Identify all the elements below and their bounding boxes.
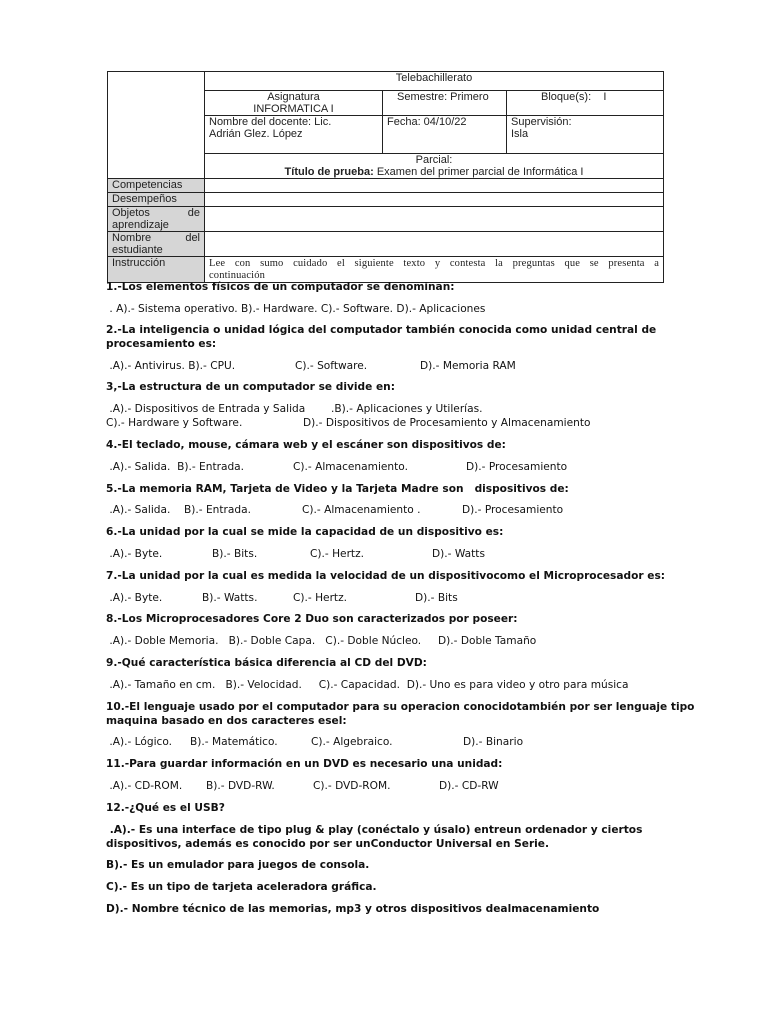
question-5: 5.-La memoria RAM, Tarjeta de Video y la Tarjeta Madre son dispositivos de: bbox=[106, 483, 569, 495]
parcial-label: Parcial: bbox=[415, 154, 453, 166]
question-11-option-c: C).- DVD-ROM. bbox=[313, 780, 391, 792]
instruccion-value bbox=[205, 257, 664, 283]
supervision-value: Isla bbox=[511, 128, 529, 140]
titulo-label: Título de prueba: bbox=[284, 166, 374, 178]
question-11-option-b: B).- DVD-RW. bbox=[206, 780, 275, 792]
question-10-option-a: .A).- Lógico. bbox=[106, 736, 173, 748]
desempenos-value bbox=[205, 193, 664, 207]
bloque-value: I bbox=[603, 91, 607, 103]
question-5-option-a: .A).- Salida. bbox=[106, 504, 171, 516]
question-5-option-c: C).- Almacenamiento . bbox=[302, 504, 421, 516]
question-10-option-c: C).- Algebraico. bbox=[311, 736, 393, 748]
question-12: 12.-¿Qué es el USB? bbox=[106, 802, 225, 814]
question-2-line-1: 2.-La inteligencia o unidad lógica del computador también conocida como unidad central de bbox=[106, 324, 657, 336]
instruccion-text-line-2: continuación bbox=[209, 270, 266, 281]
semestre-text: Semestre: Primero bbox=[397, 91, 489, 103]
titulo-line bbox=[209, 166, 659, 178]
question-4-option-ab: .A).- Salida. B).- Entrada. bbox=[106, 461, 245, 473]
question-12-option-c: C).- Es un tipo de tarjeta aceleradora gráfica. bbox=[106, 881, 377, 893]
question-5-option-d: D).- Procesamiento bbox=[462, 504, 564, 516]
fecha-text: Fecha: 04/10/22 bbox=[387, 116, 467, 128]
question-4-option-d: D).- Procesamiento bbox=[466, 461, 568, 473]
question-1-options: . A).- Sistema operativo. B).- Hardware. C).- Software. D).- Aplicaciones bbox=[106, 303, 486, 315]
question-6-option-c: C).- Hertz. bbox=[310, 548, 365, 560]
row-label-instruccion: Instrucción bbox=[108, 257, 205, 283]
question-4: 4.-El teclado, mouse, cámara web y el escáner son dispositivos de: bbox=[106, 439, 506, 451]
objetos-line-2: aprendizaje bbox=[112, 219, 169, 231]
exam-header-table bbox=[107, 71, 664, 283]
supervision-label: Supervisión: bbox=[511, 116, 572, 128]
question-6-option-b: B).- Bits. bbox=[212, 548, 258, 560]
row-label-desempenos: Desempeños bbox=[108, 193, 205, 207]
question-10-line-2: maquina basado en dos caracteres esel: bbox=[106, 715, 347, 727]
question-2-option-ab: .A).- Antivirus. B).- CPU. bbox=[106, 360, 236, 372]
supervision-cell bbox=[507, 116, 664, 154]
question-8: 8.-Los Microprocesadores Core 2 Duo son caracterizados por poseer: bbox=[106, 613, 518, 625]
question-3: 3,-La estructura de un computador se divide en: bbox=[106, 381, 395, 393]
question-2-option-c: C).- Software. bbox=[295, 360, 368, 372]
asignatura-cell bbox=[205, 91, 383, 116]
asignatura-value: INFORMATICA I bbox=[253, 103, 334, 115]
school-name: Telebachillerato bbox=[205, 72, 664, 91]
fecha-cell bbox=[383, 116, 507, 154]
question-11-option-a: .A).- CD-ROM. bbox=[106, 780, 183, 792]
question-7-option-d: D).- Bits bbox=[415, 592, 458, 604]
question-5-option-b: B).- Entrada. bbox=[184, 504, 251, 516]
question-10-option-b: B).- Matemático. bbox=[190, 736, 278, 748]
question-1: 1.-Los elementos físicos de un computador se denominan: bbox=[106, 281, 455, 293]
row-label-competencias: Competencias bbox=[108, 179, 205, 193]
question-3-option-d: D).- Dispositivos de Procesamiento y Almacenamiento bbox=[303, 417, 591, 429]
question-12-option-b: B).- Es un emulador para juegos de consola. bbox=[106, 859, 370, 871]
question-12-option-d: D).- Nombre técnico de las memorias, mp3 y otros dispositivos dealmacenamiento bbox=[106, 903, 600, 915]
asignatura-label: Asignatura bbox=[267, 91, 320, 103]
docente-cell bbox=[205, 116, 383, 154]
question-10-option-d: D).- Binario bbox=[463, 736, 524, 748]
question-6: 6.-La unidad por la cual se mide la capacidad de un dispositivo es: bbox=[106, 526, 504, 538]
question-3-option-b: .B).- Aplicaciones y Utilerías. bbox=[331, 403, 483, 415]
question-6-option-a: .A).- Byte. bbox=[106, 548, 163, 560]
question-2-option-d: D).- Memoria RAM bbox=[420, 360, 516, 372]
instruccion-text-line-1: Lee con sumo cuidado el siguiente texto y contesta la preguntas que se presenta a bbox=[209, 258, 660, 269]
titulo-value: Examen del primer parcial de Informática I bbox=[373, 166, 584, 178]
docente-line-2: Adrián Glez. López bbox=[209, 128, 303, 140]
nombre-line-1: Nombre del bbox=[112, 232, 200, 244]
parcial-cell bbox=[205, 154, 664, 179]
bloque-cell bbox=[507, 91, 664, 116]
question-7-option-a: .A).- Byte. bbox=[106, 592, 163, 604]
question-2-line-2: procesamiento es: bbox=[106, 338, 217, 350]
question-11: 11.-Para guardar información en un DVD es necesario una unidad: bbox=[106, 758, 503, 770]
question-9-options: .A).- Tamaño en cm. B).- Velocidad. C).- Capacidad. D).- Uno es para video y otro para música bbox=[106, 679, 629, 691]
docente-line-1: Nombre del docente: Lic. bbox=[209, 116, 332, 128]
question-7: 7.-La unidad por la cual es medida la velocidad de un dispositivocomo el Microprocesador es: bbox=[106, 570, 666, 582]
question-6-option-d: D).- Watts bbox=[432, 548, 485, 560]
objetos-line-1: Objetos de bbox=[112, 207, 200, 219]
header-blank-cell bbox=[108, 72, 205, 179]
competencias-value bbox=[205, 179, 664, 193]
nombre-line-2: estudiante bbox=[112, 244, 163, 256]
question-10-line-1: 10.-El lenguaje usado por el computador para su operacion conocidotambién por ser lenguaje tipo bbox=[106, 701, 695, 713]
question-11-option-d: D).- CD-RW bbox=[439, 780, 499, 792]
question-12-option-a-line-1: .A).- Es una interface de tipo plug & play (conéctalo y úsalo) entreun ordenador y ciertos bbox=[106, 824, 643, 836]
question-12-option-a-line-2: dispositivos, además es conocido por ser unConductor Universal en Serie. bbox=[106, 838, 550, 850]
question-7-option-b: B).- Watts. bbox=[202, 592, 258, 604]
semestre-cell bbox=[383, 91, 507, 116]
question-7-option-c: C).- Hertz. bbox=[293, 592, 348, 604]
bloque-label: Bloque(s): bbox=[541, 91, 592, 103]
row-label-objetos bbox=[108, 207, 205, 232]
nombre-estudiante-field[interactable] bbox=[205, 232, 664, 257]
question-8-options: .A).- Doble Memoria. B).- Doble Capa. C).- Doble Núcleo. D).- Doble Tamaño bbox=[106, 635, 537, 647]
row-label-nombre-estudiante bbox=[108, 232, 205, 257]
question-3-option-c: C).- Hardware y Software. bbox=[106, 417, 243, 429]
question-9: 9.-Qué característica básica diferencia al CD del DVD: bbox=[106, 657, 427, 669]
objetos-value bbox=[205, 207, 664, 232]
question-3-option-a: .A).- Dispositivos de Entrada y Salida bbox=[106, 403, 306, 415]
question-4-option-c: C).- Almacenamiento. bbox=[293, 461, 408, 473]
